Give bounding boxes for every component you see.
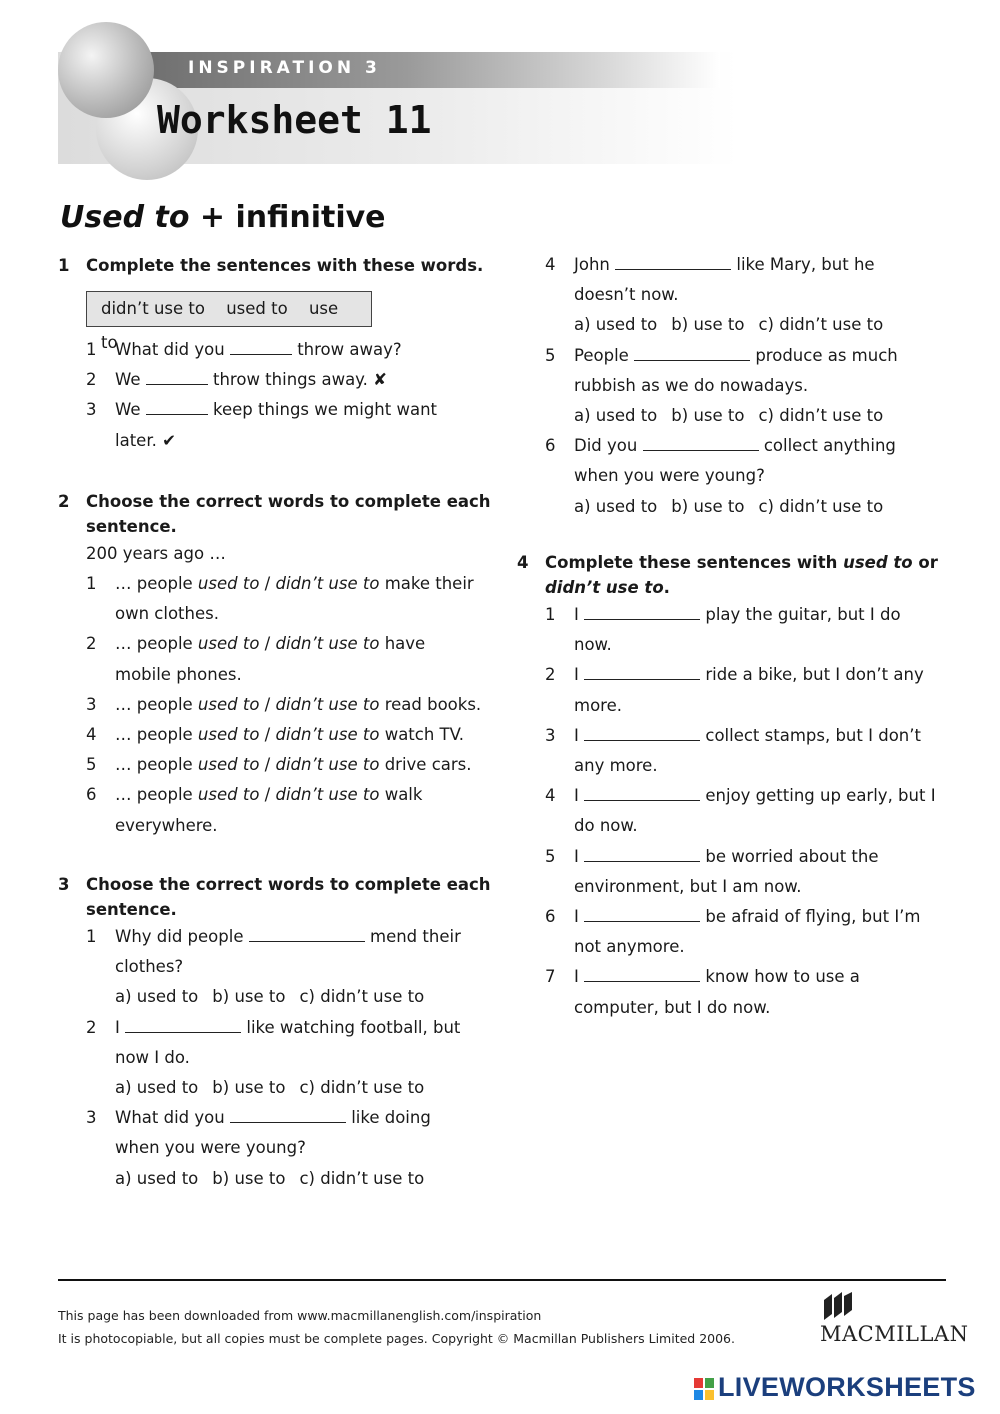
- answer-options: [517, 310, 957, 340]
- answer-option[interactable]: b) use to: [671, 406, 745, 426]
- answer-blank[interactable]: [230, 1106, 346, 1123]
- exercise-2-heading: [58, 489, 498, 539]
- item-text: I: [574, 786, 579, 806]
- item-continuation: computer, but I do now.: [574, 997, 771, 1017]
- answer-blank[interactable]: [125, 1016, 241, 1033]
- choice-option[interactable]: used to: [197, 725, 260, 745]
- exercise-instruction: Choose the correct words to complete each: [86, 875, 491, 894]
- item-continuation: when you were young?: [115, 1138, 306, 1158]
- exercise-3-item: [517, 341, 957, 371]
- exercise-4-item: [517, 902, 957, 932]
- item-number: 4: [545, 786, 556, 806]
- choice-option[interactable]: didn’t use to: [275, 634, 380, 654]
- answer-options: [517, 492, 957, 522]
- exercise-intro: 200 years ago …: [86, 544, 226, 563]
- choice-option[interactable]: used to: [197, 785, 260, 805]
- answer-option[interactable]: a) used to: [115, 1078, 199, 1098]
- exercise-2-item: [58, 720, 498, 750]
- item-continuation: when you were young?: [574, 466, 765, 486]
- choice-option[interactable]: used to: [197, 574, 260, 593]
- publisher-name: MACMILLAN: [820, 1322, 969, 1346]
- answer-option[interactable]: b) use to: [212, 1078, 286, 1098]
- choice-option[interactable]: didn’t use to: [275, 725, 380, 745]
- exercise-1-item: [58, 335, 498, 365]
- exercise-instruction: Choose the correct words to complete each: [86, 492, 491, 511]
- choice-separator: /: [259, 755, 276, 775]
- answer-option[interactable]: c) didn’t use to: [299, 1168, 425, 1188]
- item-text: play the guitar, but I do: [705, 605, 901, 624]
- item-number: 1: [545, 605, 556, 624]
- answer-option[interactable]: a) used to: [115, 987, 199, 1007]
- answer-option[interactable]: a) used to: [574, 406, 658, 426]
- item-text: … people: [115, 725, 198, 745]
- exercise-number: 4: [517, 553, 529, 572]
- item-number: 7: [545, 967, 556, 987]
- exercise-number: 2: [58, 492, 70, 511]
- item-number: 2: [545, 665, 556, 685]
- decorative-circle-upper: [58, 22, 154, 118]
- item-text: have: [379, 634, 426, 654]
- choice-separator: /: [259, 574, 276, 593]
- exercise-2-item: [58, 690, 498, 720]
- item-text: be worried about the: [705, 846, 879, 866]
- item-text: I: [574, 725, 579, 745]
- answer-blank[interactable]: [584, 784, 700, 801]
- answer-option[interactable]: c) didn’t use to: [299, 1078, 425, 1098]
- macmillan-logo-icon: [822, 1292, 860, 1322]
- item-text: I: [574, 907, 579, 927]
- answer-blank[interactable]: [146, 398, 208, 415]
- exercise-3-item: [58, 1103, 498, 1133]
- answer-options: [58, 982, 498, 1012]
- answer-option[interactable]: b) use to: [671, 496, 745, 516]
- item-number: 3: [86, 694, 97, 714]
- item-number: 1: [86, 340, 97, 359]
- item-text: I: [574, 846, 579, 866]
- answer-blank[interactable]: [584, 905, 700, 922]
- exercise-1: [58, 253, 498, 456]
- item-text: I: [574, 665, 579, 685]
- answer-option[interactable]: c) didn’t use to: [758, 406, 884, 426]
- item-number: 4: [86, 725, 97, 745]
- series-label: INSPIRATION 3: [188, 58, 381, 78]
- item-text: collect stamps, but I don’t: [705, 725, 921, 745]
- exercise-instruction: sentence.: [86, 517, 177, 536]
- item-number: 3: [545, 725, 556, 745]
- exercise-4-heading: [517, 550, 957, 600]
- exercise-instruction: sentence.: [86, 900, 177, 919]
- exercise-3: [58, 872, 498, 1194]
- answer-blank[interactable]: [146, 368, 208, 385]
- answer-option[interactable]: c) didn’t use to: [758, 315, 884, 335]
- item-text: I: [574, 605, 579, 624]
- answer-blank[interactable]: [230, 338, 292, 355]
- exercise-2-item: [58, 569, 498, 599]
- exercise-instruction: or: [912, 553, 938, 572]
- item-continuation: now.: [574, 635, 612, 655]
- answer-option[interactable]: b) use to: [212, 987, 286, 1007]
- footer-rule: [58, 1279, 946, 1281]
- answer-blank[interactable]: [643, 434, 759, 451]
- answer-blank[interactable]: [584, 603, 700, 620]
- item-text: enjoy getting up early, but I: [705, 786, 936, 806]
- item-text: … people: [115, 574, 198, 593]
- word-option: used to: [226, 299, 288, 318]
- exercise-4-item: [517, 660, 957, 690]
- item-text: I: [574, 967, 579, 987]
- choice-option[interactable]: didn’t use to: [275, 785, 380, 805]
- item-number: 6: [545, 436, 556, 456]
- worksheet-title: Worksheet 11: [157, 98, 432, 142]
- item-text: … people: [115, 785, 198, 805]
- item-text: produce as much: [755, 345, 898, 365]
- exercise-2-item: [58, 780, 498, 810]
- item-text: walk: [379, 785, 423, 805]
- footer-copyright: It is photocopiable, but all copies must be complete pages. Copyright © Macmillan Publishers Limited 2006.: [58, 1331, 735, 1346]
- answer-blank[interactable]: [249, 925, 365, 942]
- answer-blank[interactable]: [615, 253, 731, 270]
- item-continuation: everywhere.: [115, 815, 218, 835]
- item-text: mend their: [370, 927, 461, 946]
- answer-option[interactable]: a) used to: [115, 1168, 199, 1188]
- exercise-number: 1: [58, 256, 70, 275]
- item-number: 6: [545, 907, 556, 927]
- exercise-3-continued: [517, 250, 957, 522]
- exercise-3-item: [58, 1013, 498, 1043]
- answer-option[interactable]: c) didn’t use to: [299, 987, 425, 1007]
- item-text: read books.: [379, 694, 482, 714]
- exercise-3-item: [517, 250, 957, 280]
- item-text: watch TV.: [379, 725, 465, 745]
- answer-option[interactable]: a) used to: [574, 315, 658, 335]
- exercise-instruction: Complete the sentences with these words.: [86, 256, 484, 275]
- choice-separator: /: [259, 785, 276, 805]
- item-continuation: rubbish as we do nowadays.: [574, 375, 809, 395]
- word-option: use to: [101, 299, 339, 352]
- item-number: 2: [86, 1017, 97, 1037]
- item-number: 2: [86, 634, 97, 654]
- item-text: John: [574, 255, 610, 274]
- item-text: We: [115, 370, 141, 390]
- item-continuation: do now.: [574, 816, 638, 836]
- exercise-instruction-emph: didn’t use to: [545, 578, 664, 597]
- item-text: make their: [379, 574, 474, 593]
- item-number: 5: [545, 345, 556, 365]
- item-continuation: doesn’t now.: [574, 285, 679, 305]
- choice-option[interactable]: used to: [197, 634, 260, 654]
- exercise-4: [517, 550, 957, 1023]
- exercise-1-item: [58, 395, 498, 425]
- item-number: 5: [545, 846, 556, 866]
- answer-option[interactable]: b) use to: [212, 1168, 286, 1188]
- choice-separator: /: [259, 634, 276, 654]
- item-number: 2: [86, 370, 97, 390]
- item-number: 6: [86, 785, 97, 805]
- topic-rest: + infinitive: [189, 200, 386, 235]
- item-text: know how to use a: [705, 967, 860, 987]
- exercise-3-item: [58, 922, 498, 952]
- item-number: 4: [545, 255, 556, 274]
- topic-heading: [60, 200, 386, 235]
- item-continuation: mobile phones.: [115, 664, 242, 684]
- liveworksheets-watermark[interactable]: LIVEWORKSHEETS: [718, 1372, 976, 1402]
- item-text: We: [115, 400, 141, 420]
- item-text: People: [574, 345, 629, 365]
- item-text: Why did people: [115, 927, 244, 946]
- exercise-1-heading: [58, 253, 498, 278]
- answer-option[interactable]: b) use to: [671, 315, 745, 335]
- item-text: like Mary, but he: [736, 255, 875, 274]
- exercise-instruction: .: [663, 578, 670, 597]
- footer-download-note: This page has been downloaded from www.macmillanenglish.com/inspiration: [58, 1308, 542, 1323]
- item-text: be afraid of flying, but I’m: [705, 907, 921, 927]
- item-continuation: now I do.: [115, 1047, 190, 1067]
- answer-blank[interactable]: [634, 344, 750, 361]
- liveworksheets-logo-icon: [694, 1378, 714, 1400]
- exercise-4-item: [517, 962, 957, 992]
- item-text: like doing: [351, 1108, 431, 1128]
- answer-options: [58, 1164, 498, 1194]
- item-continuation: not anymore.: [574, 937, 685, 957]
- exercise-3-heading: [58, 872, 498, 922]
- answer-option[interactable]: c) didn’t use to: [758, 496, 884, 516]
- exercise-number: 3: [58, 875, 70, 894]
- item-continuation: clothes?: [115, 957, 184, 977]
- item-text: throw away?: [297, 340, 402, 359]
- item-text: … people: [115, 755, 198, 775]
- exercise-2-item: [58, 629, 498, 659]
- choice-separator: /: [259, 694, 276, 714]
- answer-blank[interactable]: [584, 965, 700, 982]
- item-number: 3: [86, 1108, 97, 1128]
- item-text: like watching football, but: [246, 1017, 461, 1037]
- item-text: I: [115, 1017, 120, 1037]
- exercise-2-item: [58, 750, 498, 780]
- item-continuation: own clothes.: [115, 604, 219, 624]
- item-text: What did you: [115, 340, 225, 359]
- item-text: keep things we might want: [213, 400, 437, 420]
- item-number: 1: [86, 927, 97, 946]
- choice-option[interactable]: used to: [197, 694, 260, 714]
- item-continuation: later. ✔: [115, 430, 176, 450]
- item-number: 3: [86, 400, 97, 420]
- item-text: ride a bike, but I don’t any: [705, 665, 924, 685]
- item-continuation: more.: [574, 695, 622, 715]
- choice-option[interactable]: used to: [197, 755, 260, 775]
- item-continuation: any more.: [574, 756, 658, 776]
- exercise-4-item: [517, 842, 957, 872]
- item-number: 1: [86, 574, 97, 593]
- word-option: didn’t use to: [101, 299, 205, 318]
- exercise-4-item: [517, 600, 957, 630]
- item-text: drive cars.: [379, 755, 472, 775]
- exercise-4-item: [517, 721, 957, 751]
- exercise-4-item: [517, 781, 957, 811]
- exercise-1-item: [58, 365, 498, 395]
- choice-option[interactable]: didn’t use to: [275, 574, 380, 593]
- exercise-instruction: Complete these sentences with: [545, 553, 844, 572]
- choice-option[interactable]: didn’t use to: [275, 755, 380, 775]
- item-text: Did you: [574, 436, 638, 456]
- item-text: collect anything: [763, 436, 896, 456]
- answer-option[interactable]: a) used to: [574, 496, 658, 516]
- item-continuation: environment, but I am now.: [574, 876, 802, 896]
- answer-options: [58, 1073, 498, 1103]
- item-text: What did you: [115, 1108, 225, 1128]
- topic-italic: Used to: [60, 200, 190, 235]
- item-text: throw things away. ✘: [213, 370, 387, 390]
- exercise-2: [58, 489, 498, 841]
- choice-option[interactable]: didn’t use to: [275, 694, 380, 714]
- answer-blank[interactable]: [584, 724, 700, 741]
- item-text: … people: [115, 694, 198, 714]
- item-number: 5: [86, 755, 97, 775]
- answer-options: [517, 401, 957, 431]
- choice-separator: /: [259, 725, 276, 745]
- exercise-3-item: [517, 431, 957, 461]
- exercise-instruction-emph: used to: [843, 553, 913, 572]
- answer-blank[interactable]: [584, 845, 700, 862]
- answer-blank[interactable]: [584, 663, 700, 680]
- item-text: … people: [115, 634, 198, 654]
